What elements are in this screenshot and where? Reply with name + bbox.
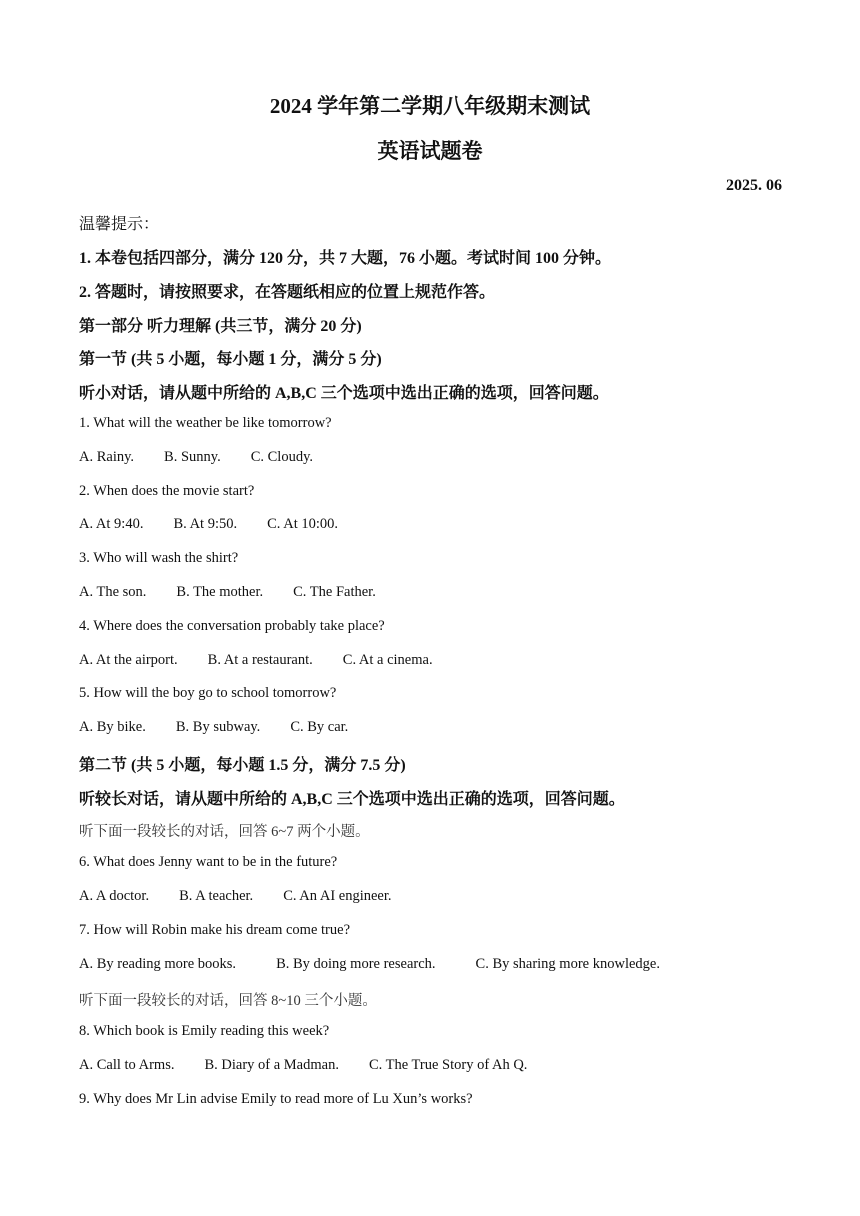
question-4: 4. Where does the conversation probably take place? [79, 618, 385, 634]
option-a: A. At 9:40. [79, 516, 144, 532]
question-7: 7. How will Robin make his dream come true? [79, 922, 351, 938]
option-b: B. By subway. [175, 719, 261, 735]
option-c: C. By sharing more knowledge. [475, 956, 660, 972]
instruction-item-1: 1. 本卷包括四部分，满分 120 分，共 7 大题，76 小题。考试时间 100 分钟。 [79, 250, 612, 267]
option-b: B. Diary of a Madman. [204, 1057, 339, 1073]
part1-title: 第一部分 听力理解 (共三节，满分 20 分) [79, 318, 362, 335]
question-8: 8. Which book is Emily reading this week? [79, 1023, 330, 1039]
option-a: A. Rainy. [79, 449, 135, 465]
option-b: B. The mother. [176, 584, 264, 600]
option-a: A. A doctor. [79, 888, 150, 904]
option-b: B. At a restaurant. [207, 652, 313, 668]
question-9: 9. Why does Mr Lin advise Emily to read more of Lu Xun’s works? [79, 1091, 473, 1107]
option-a: A. By reading more books. [79, 956, 237, 972]
option-c: C. At 10:00. [267, 516, 339, 532]
question-8-options [79, 1057, 557, 1074]
section2-note-2: 听下面一段较长的对话，回答 8~10 三个小题。 [79, 993, 377, 1009]
question-5: 5. How will the boy go to school tomorrow? [79, 685, 337, 701]
question-5-options [79, 719, 378, 736]
option-b: B. At 9:50. [173, 516, 238, 532]
question-1: 1. What will the weather be like tomorrow? [79, 415, 332, 431]
exam-date: 2025. 06 [726, 177, 782, 194]
section2-title: 第二节 (共 5 小题，每小题 1.5 分，满分 7.5 分) [79, 757, 406, 774]
section2-directions: 听较长对话，请从题中所给的 A,B,C 三个选项中选出正确的选项，回答问题。 [79, 791, 625, 808]
question-3-options [79, 584, 406, 601]
instructions-heading: 温馨提示： [79, 216, 160, 233]
instruction-item-2: 2. 答题时，请按照要求，在答题纸相应的位置上规范作答。 [79, 284, 496, 301]
option-c: C. Cloudy. [250, 449, 314, 465]
option-b: B. By doing more research. [276, 956, 436, 972]
question-2: 2. When does the movie start? [79, 483, 255, 499]
section2-note-1: 听下面一段较长的对话，回答 6~7 两个小题。 [79, 824, 370, 840]
exam-subtitle: 英语试题卷 [377, 139, 483, 163]
section1-title: 第一节 (共 5 小题，每小题 1 分，满分 5 分) [79, 351, 382, 368]
question-2-options [79, 516, 368, 533]
option-a: A. At the airport. [79, 652, 178, 668]
option-c: C. The True Story of Ah Q. [368, 1057, 528, 1073]
option-a: A. By bike. [79, 719, 146, 735]
question-4-options [79, 652, 463, 669]
question-6-options [79, 888, 422, 905]
question-7-options [79, 956, 700, 973]
question-3: 3. Who will wash the shirt? [79, 550, 239, 566]
question-6: 6. What does Jenny want to be in the future? [79, 854, 338, 870]
question-1-options [79, 449, 343, 466]
option-a: A. Call to Arms. [79, 1057, 175, 1073]
option-c: C. By car. [290, 719, 349, 735]
option-c: C. At a cinema. [342, 652, 433, 668]
option-b: B. A teacher. [179, 888, 254, 904]
exam-title: 2024 学年第二学期八年级期末测试 [269, 94, 591, 118]
option-c: C. The Father. [293, 584, 376, 600]
option-b: B. Sunny. [164, 449, 221, 465]
section1-directions: 听小对话，请从题中所给的 A,B,C 三个选项中选出正确的选项，回答问题。 [79, 385, 609, 402]
option-a: A. The son. [79, 584, 147, 600]
option-c: C. An AI engineer. [283, 888, 392, 904]
